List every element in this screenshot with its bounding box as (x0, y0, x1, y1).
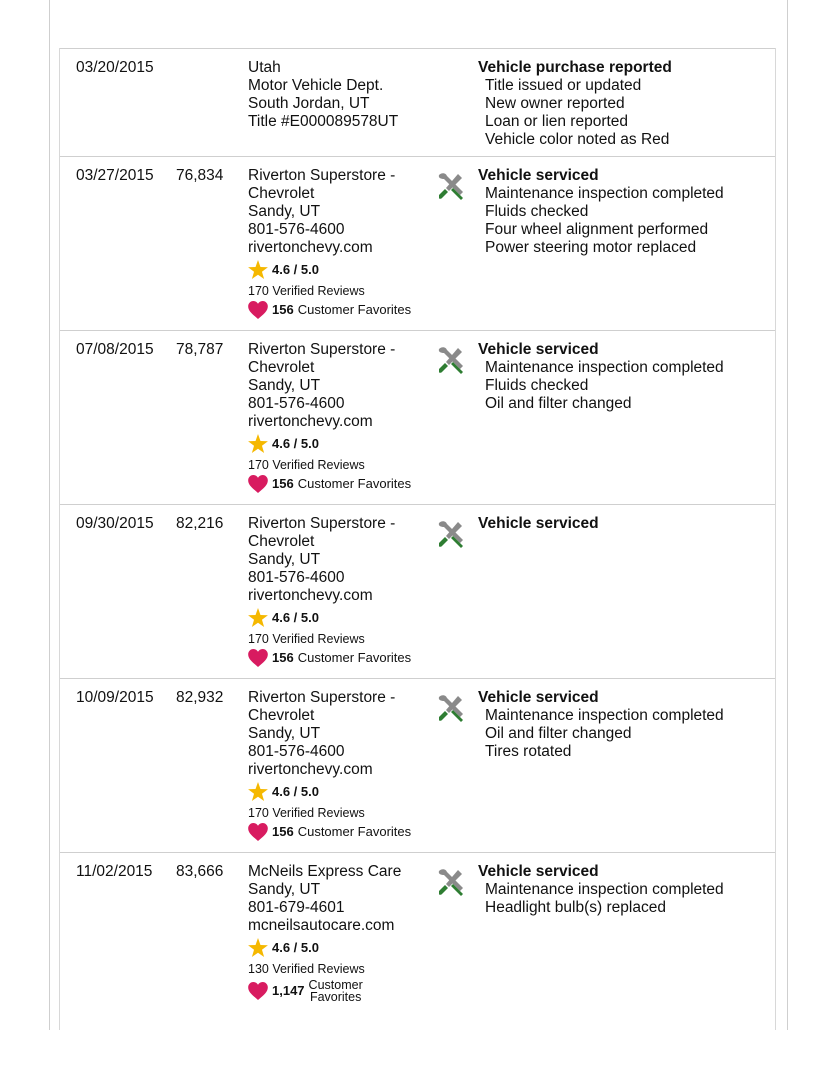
source-line: Chevrolet (248, 185, 315, 202)
dealer-rating (248, 260, 438, 279)
record-details (478, 689, 768, 761)
record-date: 03/20/2015 (76, 59, 154, 76)
dealer-website-link[interactable]: rivertonchevy.com (248, 587, 373, 604)
source-line: 801-576-4600 (248, 395, 345, 412)
record-details (478, 167, 768, 257)
source-line: Sandy, UT (248, 725, 321, 742)
source-line: McNeils Express Care (248, 863, 402, 880)
source-line: Sandy, UT (248, 203, 321, 220)
source-line: 801-576-4600 (248, 743, 345, 760)
favorites-label (309, 979, 363, 1003)
history-row (60, 331, 775, 505)
rating-value: 4.6 / 5.0 (272, 783, 319, 799)
verified-reviews: 170 Verified Reviews (248, 284, 365, 298)
detail-item: Vehicle color noted as Red (485, 131, 670, 148)
record-headline: Vehicle serviced (478, 167, 599, 184)
source-line: Riverton Superstore - (248, 515, 396, 532)
favorites-label-line: Favorites (309, 990, 362, 1004)
rating-value: 4.6 / 5.0 (272, 435, 319, 451)
source-line: 801-679-4601 (248, 899, 345, 916)
verified-reviews: 170 Verified Reviews (248, 806, 365, 820)
customer-favorites (248, 979, 438, 1003)
source-line: Utah (248, 59, 281, 76)
source-line: Riverton Superstore - (248, 341, 396, 358)
source-line: Sandy, UT (248, 377, 321, 394)
service-tools-icon (436, 693, 466, 723)
history-row (60, 505, 775, 679)
source-line: Sandy, UT (248, 551, 321, 568)
source-line: Chevrolet (248, 707, 315, 724)
heart-icon (248, 982, 268, 1000)
detail-item: Fluids checked (485, 377, 589, 394)
detail-item: Four wheel alignment performed (485, 221, 709, 238)
star-icon (248, 608, 268, 627)
record-source (248, 515, 438, 667)
source-line: Chevrolet (248, 359, 315, 376)
service-tools-icon (436, 171, 466, 201)
dealer-rating (248, 608, 438, 627)
record-source (248, 341, 438, 493)
record-odometer: 78,787 (176, 341, 224, 358)
detail-item: New owner reported (485, 95, 625, 112)
dealer-rating (248, 782, 438, 801)
history-row (60, 157, 775, 331)
record-date: 09/30/2015 (76, 515, 154, 532)
source-line: Sandy, UT (248, 881, 321, 898)
favorites-count: 156 (272, 476, 294, 491)
dealer-rating (248, 434, 438, 453)
detail-item: Fluids checked (485, 203, 589, 220)
rating-value: 4.6 / 5.0 (272, 261, 319, 277)
record-source (248, 59, 438, 131)
customer-favorites (248, 475, 438, 493)
customer-favorites (248, 301, 438, 319)
favorites-count: 156 (272, 824, 294, 839)
favorites-label: Customer Favorites (297, 824, 412, 839)
favorites-label-line: Customer (308, 978, 363, 992)
detail-item: Title issued or updated (485, 77, 642, 94)
source-line: Riverton Superstore - (248, 167, 396, 184)
table-right-border (775, 48, 776, 1030)
favorites-label: Customer Favorites (297, 476, 412, 491)
detail-item: Oil and filter changed (485, 395, 632, 412)
record-details (478, 341, 768, 413)
favorites-label: Customer Favorites (297, 650, 412, 665)
record-source (248, 689, 438, 841)
record-headline: Vehicle serviced (478, 515, 599, 532)
dealer-website-link[interactable]: rivertonchevy.com (248, 761, 373, 778)
heart-icon (248, 649, 268, 667)
record-date: 10/09/2015 (76, 689, 154, 706)
record-headline: Vehicle serviced (478, 341, 599, 358)
heart-icon (248, 823, 268, 841)
star-icon (248, 782, 268, 801)
record-odometer: 82,932 (176, 689, 224, 706)
star-icon (248, 434, 268, 453)
heart-icon (248, 301, 268, 319)
record-details (478, 863, 768, 917)
record-odometer: 76,834 (176, 167, 224, 184)
star-icon (248, 938, 268, 957)
rating-value: 4.6 / 5.0 (272, 939, 319, 955)
favorites-count: 1,147 (272, 983, 305, 998)
detail-item: Power steering motor replaced (485, 239, 697, 256)
history-row (60, 853, 775, 1029)
source-line: Riverton Superstore - (248, 689, 396, 706)
record-source (248, 863, 438, 1003)
favorites-count: 156 (272, 302, 294, 317)
dealer-website-link[interactable]: mcneilsautocare.com (248, 917, 395, 934)
verified-reviews: 130 Verified Reviews (248, 962, 365, 976)
service-tools-icon (436, 867, 466, 897)
detail-item: Loan or lien reported (485, 113, 629, 130)
source-line: Title #E000089578UT (248, 113, 399, 130)
dealer-website-link[interactable]: rivertonchevy.com (248, 413, 373, 430)
customer-favorites (248, 823, 438, 841)
detail-item: Maintenance inspection completed (485, 707, 724, 724)
record-odometer: 82,216 (176, 515, 224, 532)
source-line: South Jordan, UT (248, 95, 370, 112)
source-line: 801-576-4600 (248, 221, 345, 238)
record-headline: Vehicle serviced (478, 689, 599, 706)
dealer-rating (248, 938, 438, 957)
history-table (60, 49, 775, 1029)
dealer-website-link[interactable]: rivertonchevy.com (248, 239, 373, 256)
record-headline: Vehicle serviced (478, 863, 599, 880)
verified-reviews: 170 Verified Reviews (248, 632, 365, 646)
detail-item: Maintenance inspection completed (485, 185, 724, 202)
source-line: 801-576-4600 (248, 569, 345, 586)
rating-value: 4.6 / 5.0 (272, 609, 319, 625)
source-line: Motor Vehicle Dept. (248, 77, 384, 94)
record-details (478, 59, 768, 149)
history-row (60, 679, 775, 853)
record-headline: Vehicle purchase reported (478, 59, 672, 76)
history-row (60, 49, 775, 157)
record-details (478, 515, 768, 533)
customer-favorites (248, 649, 438, 667)
detail-item: Headlight bulb(s) replaced (485, 899, 666, 916)
service-tools-icon (436, 345, 466, 375)
detail-item: Maintenance inspection completed (485, 881, 724, 898)
detail-item: Maintenance inspection completed (485, 359, 724, 376)
record-source (248, 167, 438, 319)
detail-item: Tires rotated (485, 743, 572, 760)
record-date: 03/27/2015 (76, 167, 154, 184)
verified-reviews: 170 Verified Reviews (248, 458, 365, 472)
record-date: 07/08/2015 (76, 341, 154, 358)
favorites-label: Customer Favorites (297, 302, 412, 317)
record-date: 11/02/2015 (76, 863, 153, 880)
heart-icon (248, 475, 268, 493)
star-icon (248, 260, 268, 279)
favorites-count: 156 (272, 650, 294, 665)
source-line: Chevrolet (248, 533, 315, 550)
record-odometer: 83,666 (176, 863, 224, 880)
detail-item: Oil and filter changed (485, 725, 632, 742)
service-tools-icon (436, 519, 466, 549)
